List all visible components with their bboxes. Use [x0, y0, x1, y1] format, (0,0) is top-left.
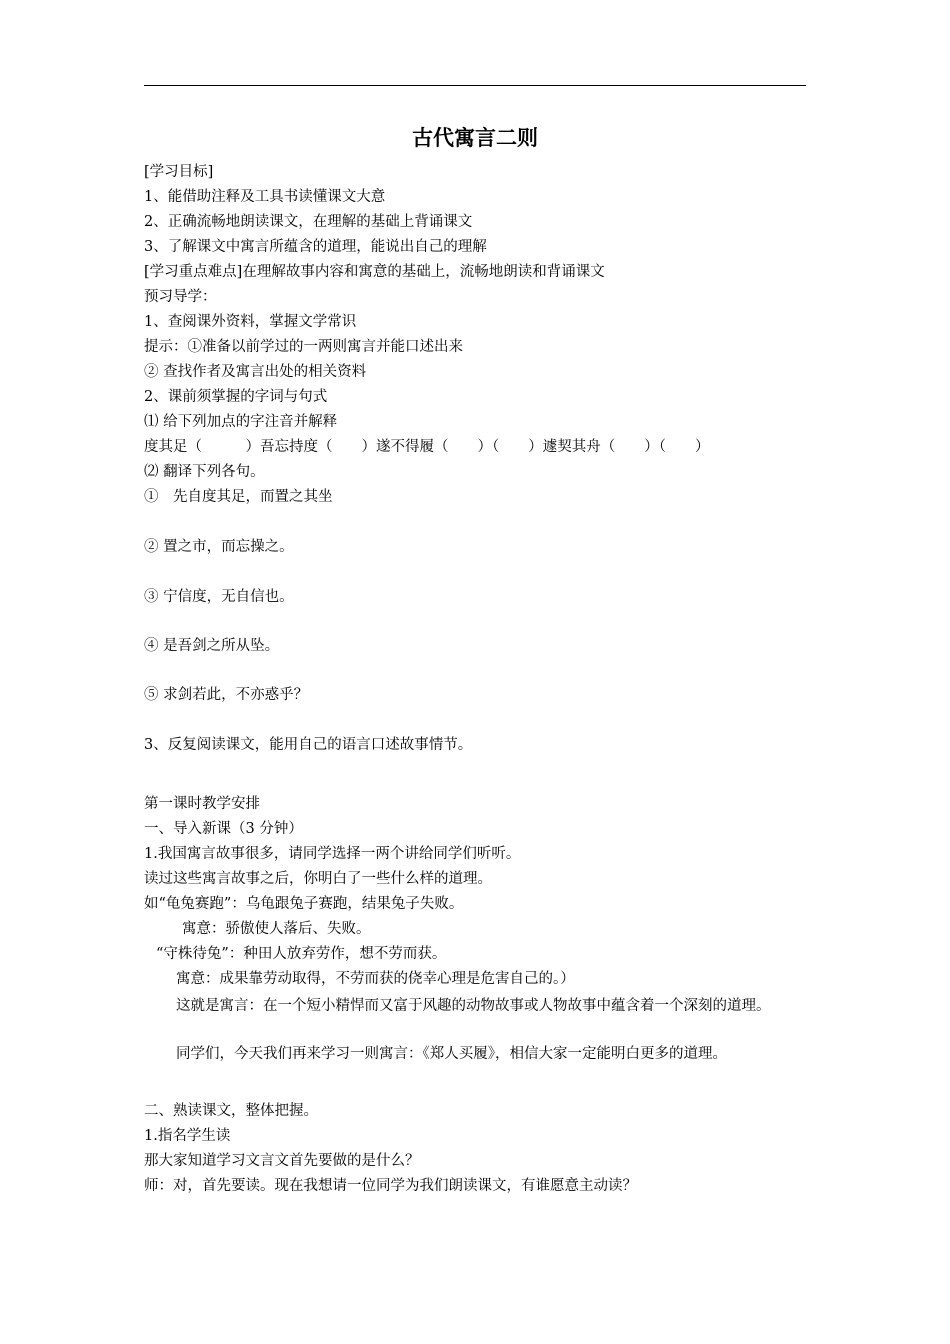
preview-heading: 预习导学：	[144, 289, 217, 305]
objective-item: 2、正确流畅地朗读课文，在理解的基础上背诵课文	[144, 214, 473, 230]
paragraph: 师：对，首先要读。现在我想请一位同学为我们朗读课文，有谁愿意主动读？	[144, 1178, 637, 1194]
paragraph: “守株待兔”：种田人放弃劳作，想不劳而获。	[156, 946, 447, 962]
translation-sentence: ⑤ 求剑若此，不亦惑乎？	[144, 687, 309, 703]
paragraph: 读过这些寓言故事之后，你明白了一些什么样的道理。	[144, 871, 492, 887]
section-heading: 二、熟读课文，整体把握。	[144, 1103, 318, 1119]
translation-sentence: ③ 宁信度，无自信也。	[144, 589, 294, 605]
paragraph: 1.我国寓言故事很多，请同学选择一两个讲给同学们听听。	[144, 846, 521, 862]
page-title: 古代寓言二则	[412, 125, 538, 150]
lesson-heading: 第一课时教学安排	[144, 796, 260, 812]
paragraph: 1.指名学生读	[144, 1128, 231, 1144]
fill-in-line: 度其足（ ）吾忘持度（ ）遂不得履（ ）（ ）遽契其舟（ ）（ ）	[144, 439, 710, 455]
header-rule	[144, 85, 806, 86]
key-points: [学习重点难点]在理解故事内容和寓意的基础上，流畅地朗读和背诵课文	[144, 264, 605, 280]
preview-step: 2、课前须掌握的字词与句式	[144, 389, 328, 405]
translation-sentence: ② 置之市，而忘操之。	[144, 539, 294, 555]
paragraph: 同学们，今天我们再来学习一则寓言：《郑人买履》，相信大家一定能明白更多的道理。	[176, 1046, 727, 1062]
preview-hint: 提示：①准备以前学过的一两则寓言并能口述出来	[144, 339, 463, 355]
preview-subitem: ⑵ 翻译下列各句。	[144, 464, 265, 480]
translation-sentence: ① 先自度其足，而置之其坐	[144, 489, 333, 505]
objectives-heading: [学习目标]	[144, 164, 214, 180]
objective-item: 1、能借助注释及工具书读懂课文大意	[144, 189, 386, 205]
preview-step: 1、查阅课外资料，掌握文学常识	[144, 314, 357, 330]
paragraph: 如“龟兔赛跑”：乌龟跟兔子赛跑，结果兔子失败。	[144, 896, 464, 912]
paragraph: 这就是寓言：在一个短小精悍而又富于风趣的动物故事或人物故事中蕴含着一个深刻的道理。	[176, 998, 771, 1014]
paragraph: 寓意：成果靠劳动取得，不劳而获的侥幸心理是危害自己的。）	[176, 971, 575, 987]
preview-step: 3、反复阅读课文，能用自己的语言口述故事情节。	[144, 737, 473, 753]
objective-item: 3、了解课文中寓言所蕴含的道理，能说出自己的理解	[144, 239, 487, 255]
preview-hint: ② 查找作者及寓言出处的相关资料	[144, 364, 367, 380]
section-heading: 一、导入新课（3 分钟）	[144, 821, 303, 837]
paragraph: 那大家知道学习文言文首先要做的是什么？	[144, 1153, 420, 1169]
preview-subitem: ⑴ 给下列加点的字注音并解释	[144, 414, 338, 430]
paragraph: 寓意：骄傲使人落后、失败。	[182, 921, 371, 937]
translation-sentence: ④ 是吾剑之所从坠。	[144, 638, 280, 654]
